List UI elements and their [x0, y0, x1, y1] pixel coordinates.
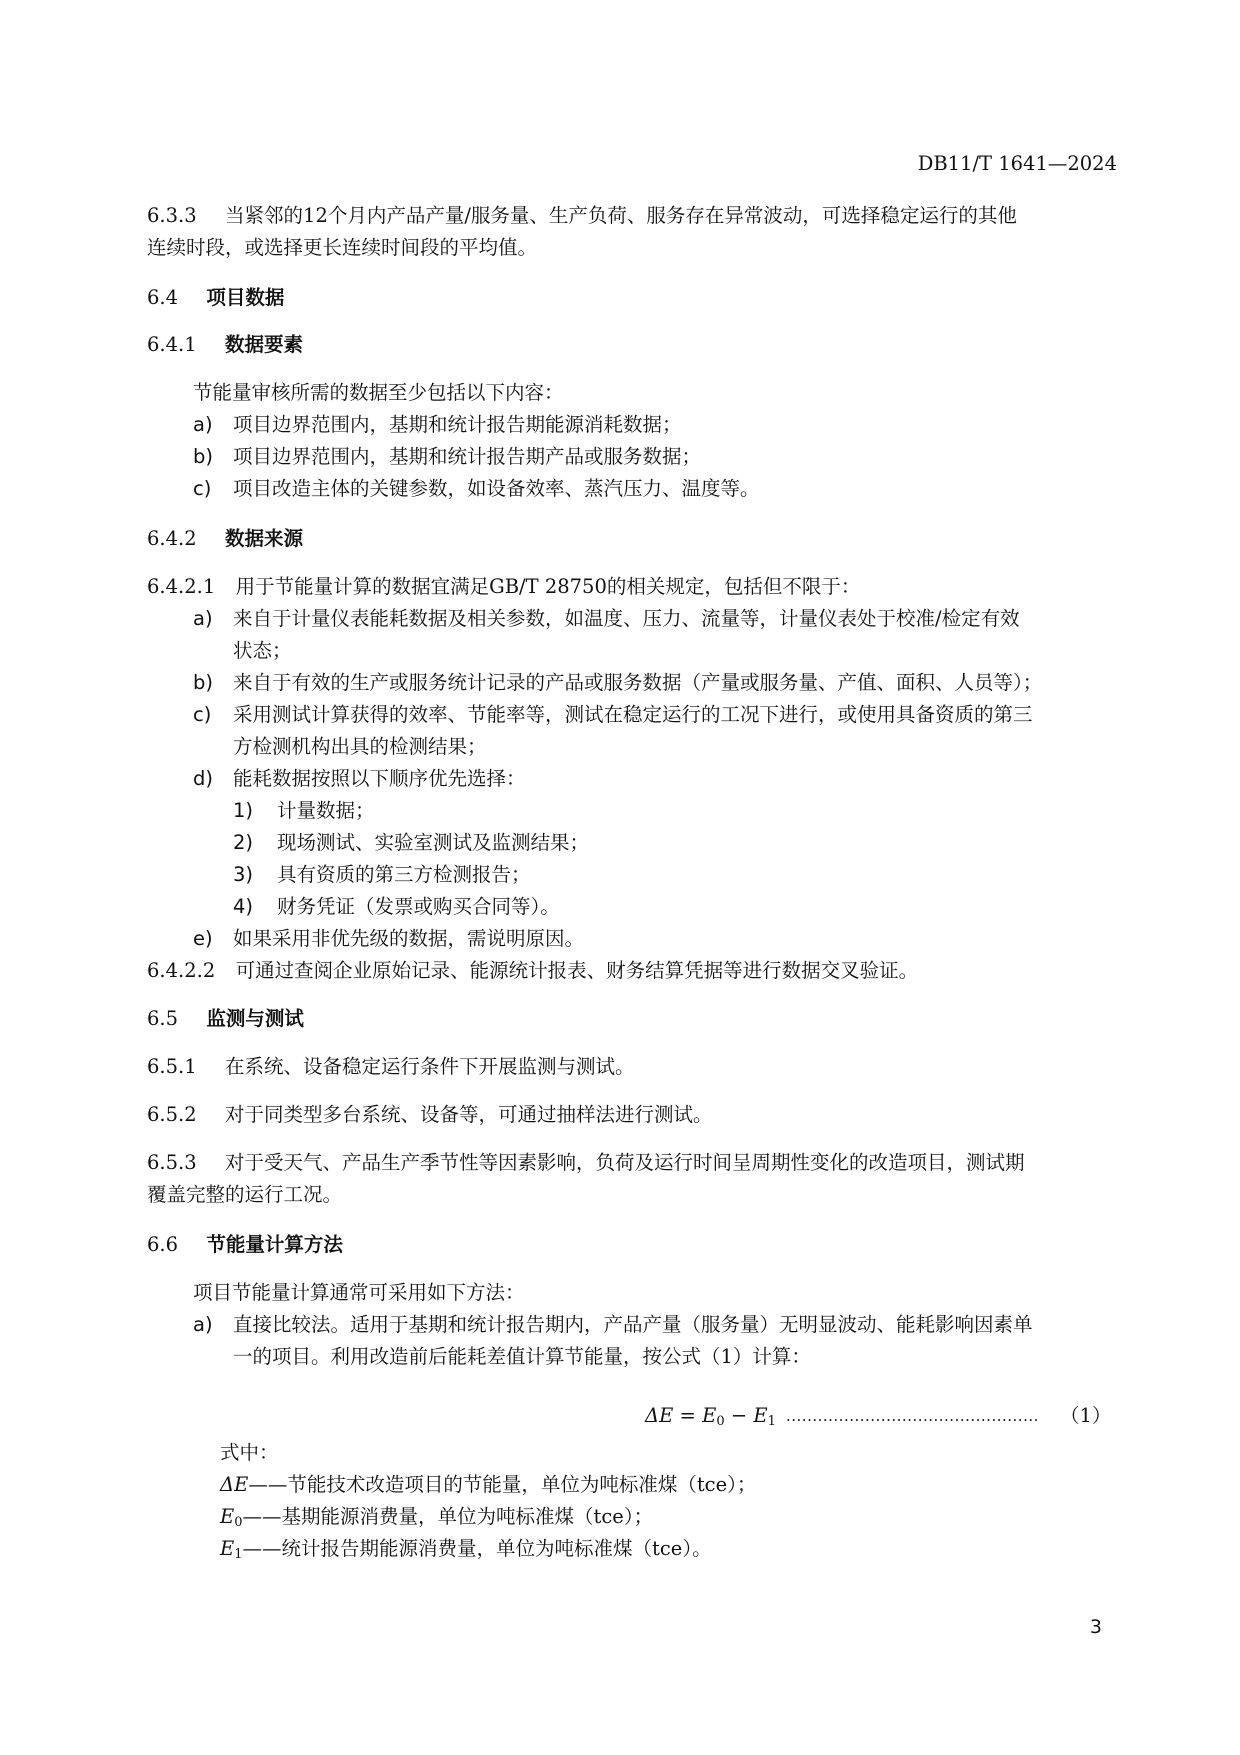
clause-number: 6.4.2.2 — [147, 959, 216, 982]
sublist-label: 4) — [233, 895, 254, 918]
clause-text: 对于受天气、产品生产季节性等因素影响，负荷及运行时间呈周期性变化的改造项目，测试期 — [225, 1151, 1025, 1174]
clause-6-5-2 — [147, 1102, 713, 1128]
section-title: 数据来源 — [225, 527, 304, 550]
list-label: a) — [193, 607, 213, 630]
section-title: 数据要素 — [225, 333, 304, 356]
sublist-label: 3) — [233, 863, 254, 886]
sublist-label: 2) — [233, 831, 254, 854]
formula-sub: 1 — [767, 1414, 776, 1429]
list-label: d) — [193, 767, 213, 790]
definition-text: ——统计报告期能源消费量，单位为吨标准煤（tce）。 — [242, 1537, 712, 1560]
clause-text: 对于同类型多台系统、设备等，可通过抽样法进行测试。 — [225, 1103, 713, 1126]
formula-leader-dots: ................................................ — [786, 1407, 1039, 1425]
section-6-5-heading — [147, 1006, 304, 1032]
methods-intro: 项目节能量计算通常可采用如下方法： — [193, 1281, 525, 1304]
list-label: e) — [193, 927, 213, 950]
section-title: 项目数据 — [206, 286, 285, 309]
list-item-text: 直接比较法。适用于基期和统计报告期内，产品产量（服务量）无明显波动、能耗影响因素单 — [233, 1313, 1033, 1336]
clause-text: 在系统、设备稳定运行条件下开展监测与测试。 — [225, 1055, 635, 1078]
section-title: 节能量计算方法 — [206, 1233, 343, 1256]
formula-1 — [645, 1403, 776, 1435]
data-elements-intro: 节能量审核所需的数据至少包括以下内容： — [193, 381, 564, 404]
definition-row — [220, 1472, 756, 1498]
formula-e: E — [753, 1404, 768, 1427]
formula-sub: 0 — [716, 1414, 725, 1429]
where-title: 式中： — [220, 1441, 279, 1464]
list-item-text: 项目边界范围内，基期和统计报告期能源消耗数据； — [233, 413, 682, 436]
sublist-text: 具有资质的第三方检测报告； — [277, 863, 531, 886]
list-item-text-cont: 方检测机构出具的检测结果； — [233, 735, 487, 758]
clause-number: 6.4.2.1 — [147, 575, 216, 598]
list-label: b) — [193, 445, 213, 468]
section-number: 6.5 — [147, 1007, 179, 1030]
list-item-text: 能耗数据按照以下顺序优先选择： — [233, 767, 526, 790]
list-label: c) — [193, 477, 212, 500]
section-number: 6.4.1 — [147, 333, 197, 356]
clause-text: 当紧邻的12个月内产品产量/服务量、生产负荷、服务存在异常波动，可选择稳定运行的其他 — [225, 204, 1017, 227]
formula-lhs: ΔE — [645, 1404, 674, 1427]
clause-6-5-1 — [147, 1054, 635, 1080]
standard-code-header: DB11/T 1641—2024 — [917, 152, 1117, 175]
formula-minus: − — [730, 1404, 748, 1427]
section-number: 6.4.2 — [147, 527, 197, 550]
clause-6-3-3 — [147, 203, 1017, 229]
section-6-4-heading — [147, 285, 284, 311]
section-number: 6.6 — [147, 1233, 179, 1256]
clause-text: 用于节能量计算的数据宜满足GB/T 28750的相关规定，包括但不限于： — [235, 575, 861, 598]
definition-symbol: E — [220, 1537, 235, 1560]
definition-symbol: ΔE — [220, 1473, 249, 1496]
sublist-label: 1) — [233, 799, 254, 822]
clause-text: 可通过查阅企业原始记录、能源统计报表、财务结算凭据等进行数据交叉验证。 — [235, 959, 919, 982]
definition-text: ——节能技术改造项目的节能量，单位为吨标准煤（tce）； — [248, 1473, 757, 1496]
list-label: b) — [193, 671, 213, 694]
page-number: 3 — [1089, 1616, 1102, 1638]
definition-subscript: 1 — [234, 1547, 243, 1562]
list-item-text: 来自于有效的生产或服务统计记录的产品或服务数据（产量或服务量、产值、面积、人员等）； — [233, 671, 1043, 694]
subsection-6-4-2-heading — [147, 526, 303, 552]
clause-6-3-3-cont: 连续时段，或选择更长连续时间段的平均值。 — [147, 236, 538, 259]
section-6-6-heading — [147, 1232, 343, 1258]
section-title: 监测与测试 — [206, 1007, 304, 1030]
list-item — [193, 444, 213, 470]
formula-equals: = — [679, 1404, 696, 1427]
list-label: a) — [193, 413, 213, 436]
list-item-text-cont: 一的项目。利用改造前后能耗差值计算节能量，按公式（1）计算： — [233, 1345, 811, 1368]
list-item-text: 项目边界范围内，基期和统计报告期产品或服务数据； — [233, 445, 702, 468]
clause-number: 6.5.2 — [147, 1103, 197, 1126]
clause-number: 6.5.1 — [147, 1055, 197, 1078]
formula-term-e0 — [702, 1404, 725, 1427]
list-item — [193, 412, 213, 438]
list-item-text: 来自于计量仪表能耗数据及相关参数，如温度、压力、流量等，计量仪表处于校准/检定有效 — [233, 607, 1020, 630]
clause-number: 6.3.3 — [147, 204, 197, 227]
definition-text: ——基期能源消费量，单位为吨标准煤（tce）； — [242, 1505, 654, 1528]
clause-number: 6.5.3 — [147, 1151, 197, 1174]
list-item-text: 项目改造主体的关键参数，如设备效率、蒸汽压力、温度等。 — [233, 477, 760, 500]
list-item-text: 如果采用非优先级的数据，需说明原因。 — [233, 927, 585, 950]
list-label: c) — [193, 703, 212, 726]
sublist-text: 计量数据； — [277, 799, 375, 822]
list-item-text-cont: 状态； — [233, 639, 292, 662]
sublist-text: 财务凭证（发票或购买合同等）。 — [277, 895, 560, 918]
clause-6-4-2-1 — [147, 574, 860, 600]
formula-term-e1 — [753, 1404, 776, 1427]
list-label: a) — [193, 1313, 213, 1336]
clause-6-4-2-2 — [147, 958, 918, 984]
list-item-text: 采用测试计算获得的效率、节能率等，测试在稳定运行的工况下进行，或使用具备资质的第三 — [233, 703, 1033, 726]
formula-e: E — [702, 1404, 717, 1427]
clause-6-5-3 — [147, 1150, 1025, 1176]
section-number: 6.4 — [147, 286, 179, 309]
subsection-6-4-1-heading — [147, 332, 303, 358]
formula-number: （1） — [1060, 1404, 1112, 1427]
definition-symbol: E — [220, 1505, 235, 1528]
list-item — [193, 476, 211, 502]
definition-row — [220, 1504, 653, 1536]
definition-subscript: 0 — [234, 1515, 243, 1530]
definition-row — [220, 1536, 712, 1568]
clause-6-5-3-cont: 覆盖完整的运行工况。 — [147, 1183, 343, 1206]
sublist-text: 现场测试、实验室测试及监测结果； — [277, 831, 590, 854]
